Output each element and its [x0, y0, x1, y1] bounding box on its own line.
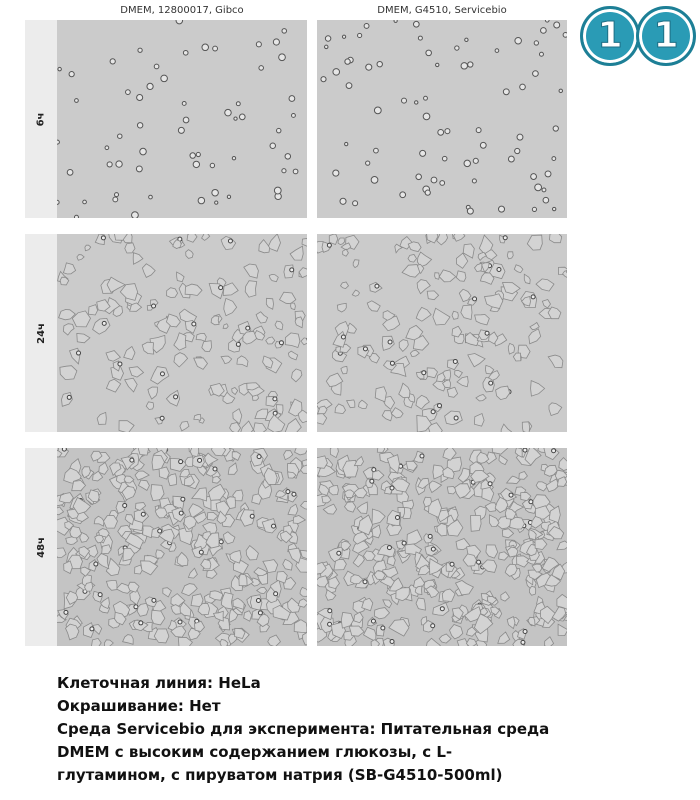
micrograph-gibco-48h	[57, 448, 307, 646]
column-header-servicebio: DMEM, G4510, Servicebio	[377, 5, 507, 16]
micrograph-gibco-24h	[57, 234, 307, 432]
row-label-48h: 48ч	[35, 536, 47, 558]
caption	[57, 672, 617, 787]
micrograph-gibco-6h	[57, 20, 307, 218]
micrograph-servicebio-24h	[317, 234, 567, 432]
column-header-gibco: DMEM, 12800017, Gibco	[120, 5, 244, 16]
caption-line-medium-1: Среда Servicebio для эксперимента: Питательная среда	[57, 720, 550, 738]
caption-line-cell-line: Клеточная линия: HeLa	[57, 674, 261, 692]
caption-line-medium-3: глутамином, с пируватом натрия (SB-G4510-500ml)	[57, 766, 503, 784]
badge-digit-1: 1	[580, 6, 640, 66]
micrograph-servicebio-6h	[317, 20, 567, 218]
micrograph-servicebio-48h	[317, 448, 567, 646]
caption-line-medium-2: DMEM с высоким содержанием глюкозы, с L-	[57, 743, 453, 761]
badge-digit-2: 1	[636, 6, 696, 66]
caption-line-staining: Окрашивание: Нет	[57, 697, 221, 715]
row-label-6h: 6ч	[35, 112, 47, 126]
row-label-24h: 24ч	[35, 322, 47, 344]
